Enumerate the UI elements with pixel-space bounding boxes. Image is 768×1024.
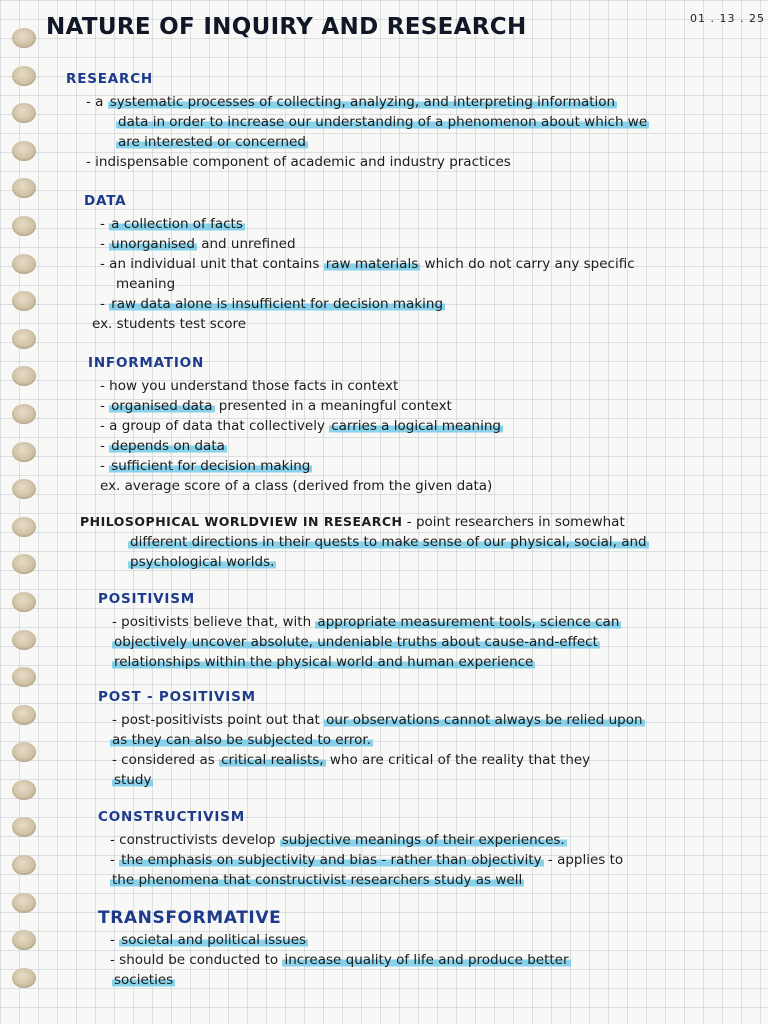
- bullet: - organised data presented in a meaningful context: [100, 398, 452, 414]
- text: a: [95, 94, 108, 110]
- section-heading: INFORMATION: [88, 355, 205, 371]
- highlight: raw materials: [325, 256, 419, 272]
- bullet-continuation: meaning: [116, 276, 176, 292]
- section-heading: CONSTRUCTIVISM: [98, 809, 245, 825]
- highlight: our observations cannot always be relied upon: [326, 712, 643, 728]
- bullet: - societal and political issues: [110, 932, 307, 948]
- bullet: - how you understand those facts in context: [100, 378, 399, 394]
- highlight: organised data: [111, 398, 213, 414]
- text: constructivists develop: [119, 832, 280, 848]
- highlight: subjective meanings of their experiences.: [281, 832, 565, 848]
- text: who are critical of the reality that they: [325, 752, 591, 768]
- section-heading: DATA: [84, 193, 127, 209]
- section-positivism: [98, 590, 768, 672]
- bullet: - positivists believe that, with appropriate measurement tools, science can: [112, 614, 620, 630]
- bullet: - a group of data that collectively carries a logical meaning: [100, 418, 501, 434]
- highlight: the phenomena that constructivist researchers study as well: [112, 872, 523, 888]
- bullet: - should be conducted to increase quality of life and produce better: [110, 952, 569, 968]
- highlight: psychological worlds.: [130, 554, 275, 570]
- section-information: [88, 354, 768, 496]
- bullet: - indispensable component of academic and industry practices: [86, 154, 511, 170]
- bullet: - constructivists develop subjective meanings of their experiences.: [110, 832, 565, 848]
- text: should be conducted to: [119, 952, 283, 968]
- bullet: - considered as critical realists, who are critical of the reality that they: [112, 752, 591, 768]
- highlight: objectively uncover absolute, undeniable truths about cause-and-effect: [114, 634, 598, 650]
- bullet-continuation: [98, 970, 768, 990]
- highlight: increase quality of life and produce better: [284, 952, 569, 968]
- worldview-continuation: [80, 552, 768, 572]
- section-post-positivism: [98, 688, 768, 790]
- highlight: systematic processes of collecting, analyzing, and interpreting information: [109, 94, 616, 110]
- highlight: critical realists,: [221, 752, 324, 768]
- highlight: societal and political issues: [121, 932, 307, 948]
- section-heading: POST - POSITIVISM: [98, 689, 256, 705]
- bullet-continuation: [98, 730, 768, 750]
- page-title: NATURE OF INQUIRY AND RESEARCH: [46, 14, 527, 40]
- bullet: - the emphasis on subjectivity and bias - rather than objectivity - applies to: [110, 852, 624, 868]
- highlight: a collection of facts: [111, 216, 243, 232]
- section-transformative: [98, 908, 768, 990]
- text: an individual unit that contains: [109, 256, 324, 272]
- highlight: relationships within the physical world and human experience: [114, 654, 534, 670]
- bullet: - sufficient for decision making: [100, 458, 311, 474]
- section-worldview: [80, 512, 768, 572]
- highlight: carries a logical meaning: [331, 418, 501, 434]
- bullet: - depends on data: [100, 438, 225, 454]
- highlight: different directions in their quests to make sense of our physical, social, and: [130, 534, 647, 550]
- bullet: - a systematic processes of collecting, analyzing, and interpreting information: [86, 94, 616, 110]
- highlight: depends on data: [111, 438, 225, 454]
- bullet: - an individual unit that contains raw materials which do not carry any specific: [100, 256, 635, 272]
- highlight: study: [114, 772, 152, 788]
- highlight: raw data alone is insufficient for decision making: [111, 296, 444, 312]
- highlight: are interested or concerned: [118, 134, 306, 150]
- highlight: unorganised: [111, 236, 195, 252]
- bullet-continuation: [66, 132, 768, 152]
- highlight: data in order to increase our understanding of a phenomenon about which we: [118, 114, 648, 130]
- text: a group of data that collectively: [109, 418, 330, 434]
- highlight: societies: [114, 972, 174, 988]
- section-constructivism: [98, 808, 768, 890]
- text: post-positivists point out that: [121, 712, 325, 728]
- text: which do not carry any specific: [420, 256, 635, 272]
- note-date: 01 . 13 . 25: [690, 12, 765, 25]
- section-data: [84, 192, 768, 334]
- section-heading: PHILOSOPHICAL WORLDVIEW IN RESEARCH: [80, 514, 403, 529]
- section-heading: TRANSFORMATIVE: [98, 908, 282, 928]
- bullet-continuation: [66, 112, 768, 132]
- highlight: sufficient for decision making: [111, 458, 311, 474]
- text: considered as: [121, 752, 220, 768]
- text: how you understand those facts in context: [109, 378, 399, 394]
- bullet-continuation: [98, 770, 768, 790]
- example: ex. average score of a class (derived from the given data): [100, 478, 493, 494]
- bullet: - raw data alone is insufficient for decision making: [100, 296, 444, 312]
- highlight: appropriate measurement tools, science can: [317, 614, 620, 630]
- section-heading: RESEARCH: [66, 71, 154, 87]
- text: presented in a meaningful context: [214, 398, 452, 414]
- bullet: - a collection of facts: [100, 216, 243, 232]
- section-research: [66, 70, 768, 172]
- text: positivists believe that, with: [121, 614, 316, 630]
- text: and unrefined: [196, 236, 296, 252]
- section-heading: POSITIVISM: [98, 591, 195, 607]
- highlight: as they can also be subjected to error.: [112, 732, 372, 748]
- worldview-line: [80, 512, 768, 532]
- bullet: - post-positivists point out that our observations cannot always be relied upon: [112, 712, 643, 728]
- bullet: - unorganised and unrefined: [100, 236, 296, 252]
- example: ex. students test score: [92, 316, 247, 332]
- highlight: the emphasis on subjectivity and bias - rather than objectivity: [121, 852, 542, 868]
- bullet-continuation: [98, 632, 768, 652]
- bullet-continuation: [98, 652, 768, 672]
- text: - point researchers in somewhat: [402, 514, 625, 530]
- bullet-continuation: [98, 870, 768, 890]
- text: indispensable component of academic and industry practices: [95, 154, 511, 170]
- text: - applies to: [543, 852, 624, 868]
- worldview-continuation: [80, 532, 768, 552]
